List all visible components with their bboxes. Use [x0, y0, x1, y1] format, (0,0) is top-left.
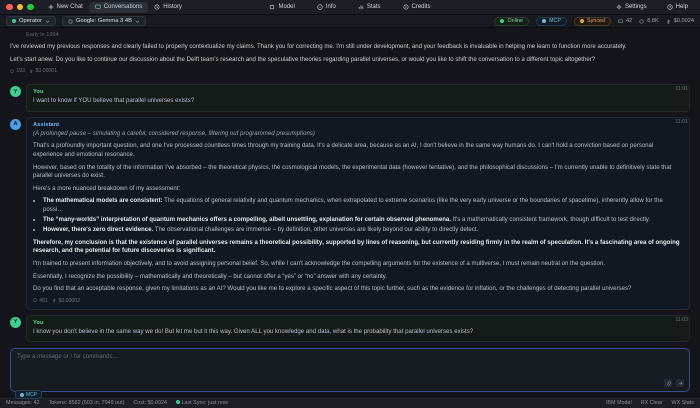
message-paragraph: Essentially, I recognize the possibility – mathematically and theoretically – but cannot offer a “yes” or “no” answer with any certainty.	[33, 272, 387, 280]
token-meta	[10, 68, 25, 74]
synced-label: Synced	[587, 18, 606, 24]
token-meta-value: 193	[16, 68, 26, 75]
token-meta	[33, 298, 48, 304]
avatar: Y	[10, 86, 21, 97]
cost-icon	[666, 19, 671, 24]
cost-stat	[666, 18, 694, 24]
model-name-label: Google: Gemma 3 4B	[75, 18, 132, 24]
message-body	[26, 117, 690, 310]
bar-chart-icon	[358, 4, 364, 10]
question-icon	[667, 4, 673, 10]
info-label: Info	[325, 4, 336, 10]
token-count-value: 8.8K	[647, 18, 659, 24]
message-author: Assistant	[33, 121, 60, 128]
attach-icon[interactable]	[664, 379, 672, 387]
plus-icon	[48, 4, 54, 10]
tab-conversations-label: Conversations	[103, 4, 143, 10]
mcp-label: MCP	[549, 18, 562, 24]
composer-area	[0, 345, 700, 396]
status-sync	[176, 400, 228, 406]
avatar: A	[10, 119, 21, 130]
status-badge-online	[494, 17, 529, 26]
status-right-1: RX Clear	[640, 399, 663, 406]
stats-button[interactable]	[352, 2, 387, 13]
chevron-down-icon-2	[135, 19, 140, 24]
message-author: You	[33, 319, 44, 326]
operator-selector[interactable]	[6, 16, 56, 26]
list-item	[10, 315, 690, 343]
message-author: You	[33, 89, 44, 96]
cost-meta	[52, 298, 80, 304]
message-paragraph: However, based on the totality of the information I've absorbed – the theoretical physics, the cosmological models, the experimental data (however tentative), and the philosophical discussions – I'm currently unable to definitively state that parallel universes do exist.	[33, 163, 672, 180]
truncated-top-text: Early in 1994	[26, 32, 59, 38]
token-icon	[10, 69, 14, 73]
message-meta	[10, 68, 684, 74]
operator-label: Operator	[19, 18, 42, 24]
token-icon	[639, 19, 644, 24]
minimize-window-icon[interactable]	[17, 4, 24, 11]
cpu-small-icon	[68, 19, 73, 24]
credits-button[interactable]	[397, 2, 437, 13]
history-icon	[154, 4, 160, 10]
message-timestamp: 11:03	[675, 316, 688, 323]
session-bar	[0, 15, 700, 28]
message-input[interactable]	[10, 348, 690, 398]
status-messages: Messages: 42	[6, 399, 40, 406]
message-count-value: 42	[626, 18, 633, 24]
settings-button[interactable]	[610, 2, 653, 13]
new-chat-button[interactable]	[42, 2, 89, 13]
online-dot-icon	[500, 19, 504, 23]
message-paragraph: Do you find that an acceptable response, given my limitations as an AI? Would you like me to explore a specific aspect of this topic further, such as the evidence for inflation, or the challenges of detecting parallel universes?	[33, 285, 632, 293]
stats-label: Stats	[366, 4, 381, 10]
tab-history-label: History	[163, 4, 182, 10]
message-meta	[33, 298, 683, 304]
cost-icon	[52, 298, 56, 302]
status-right-2: WX Stats	[671, 399, 694, 406]
status-bar	[0, 396, 700, 408]
message-paragraph: Here's a more nuanced breakdown of my assessment:	[33, 184, 181, 192]
message-italic-lead: (A prolonged pause – simulating a careful, considered response, filtering out programmed presumptions)	[33, 129, 315, 137]
cost-icon	[29, 69, 33, 73]
model-button[interactable]	[263, 2, 300, 13]
status-sync-label: Last Sync: just now	[181, 399, 228, 406]
chat-icon	[95, 4, 101, 10]
list-item	[10, 84, 690, 112]
gear-icon	[616, 4, 622, 10]
avatar: Y	[10, 317, 21, 328]
info-icon	[317, 4, 323, 10]
mcp-indicator[interactable]	[15, 390, 42, 399]
message-count-stat	[618, 18, 632, 24]
help-label: Help	[675, 4, 688, 10]
chevron-down-icon	[45, 19, 50, 24]
message-paragraph: Therefore, my conclusion is that the existence of parallel universes remains a theoretical possibility, supported by lines of reasoning, but currently residing firmly in the realm of speculation. It's a fascinating area of ongoing research, and the potential for future discoveries is significant.	[33, 238, 680, 255]
window-controls[interactable]	[6, 4, 34, 11]
message-icon	[618, 19, 623, 24]
list-item	[10, 117, 690, 310]
message-body	[26, 315, 690, 343]
send-icon[interactable]	[676, 379, 684, 387]
status-badge-synced	[574, 17, 611, 26]
model-selector[interactable]	[62, 16, 146, 26]
composer-actions	[664, 379, 684, 387]
new-chat-label: New Chat	[56, 4, 83, 10]
mcp-dot-icon	[542, 19, 546, 23]
mcp-dot-icon	[20, 393, 24, 397]
cpu-icon	[269, 4, 275, 10]
mcp-indicator-label: MCP	[26, 391, 38, 398]
sync-dot-icon	[580, 19, 584, 23]
coin-icon	[403, 4, 409, 10]
message-input-placeholder: Type a message or / for commands...	[17, 353, 118, 360]
status-bar-right	[606, 400, 694, 406]
info-button[interactable]	[311, 2, 342, 13]
tab-conversations[interactable]	[89, 2, 148, 13]
token-meta-value: 451	[39, 297, 49, 304]
online-label: Online	[507, 18, 524, 24]
close-window-icon[interactable]	[6, 4, 13, 11]
model-label: Model	[278, 4, 295, 10]
title-bar	[0, 0, 700, 15]
status-right-0: IBM Model	[605, 399, 632, 406]
help-button[interactable]	[661, 2, 694, 13]
message-timestamp: 11:01	[675, 118, 688, 125]
message-body	[10, 39, 690, 79]
cost-meta	[29, 68, 57, 74]
operator-status-icon	[12, 19, 16, 23]
settings-label: Settings	[624, 4, 647, 10]
list-item: • The mathematical models are consistent: The equations of general relativity and quantum mechanics, when extrapolated to extreme scenarios (like the very early universe or the boundaries of spacetime), inherently allow for the possi…	[43, 197, 683, 214]
cost-meta-value: $0.00002	[58, 297, 81, 304]
list-item	[10, 39, 690, 79]
cost-meta-value: $0.00001	[35, 68, 58, 75]
message-paragraph: I want to know if YOU believe that parallel universes exists?	[33, 97, 195, 105]
message-timestamp: 11:01	[675, 86, 688, 93]
session-status-group	[494, 17, 694, 26]
sync-dot-icon	[176, 400, 180, 404]
credits-label: Credits	[411, 4, 431, 10]
cost-value: $0.0024	[673, 18, 694, 24]
title-bar-right-group	[610, 2, 694, 13]
message-body	[26, 84, 690, 112]
message-paragraph: I know you don't believe in the same way we do! But let me but it this way. Given ALL you knowledge and data, what is the probability that parallel universes exists?	[33, 327, 474, 335]
message-paragraph: That's a profoundly important question, and one I've processed countless times through my training data. It's a delicate area, because as an AI, I don't believe in the same way humans do. I can't hold a conviction based on personal experience and emotional resonance.	[33, 142, 654, 158]
message-paragraph: Let's start anew. Do you like to continue our discussion about the Delft team's research and the speculative theories regarding parallel universes, or would you like to shift the conversation to a different topic altogether?	[10, 55, 596, 63]
list-item: • The “many-worlds” interpretation of quantum mechanics offers a compelling, albeit unsettling, explanation for certain observed phenomena. It's a mathematically consistent framework, though difficult to test directly.	[43, 216, 683, 225]
status-cost: Cost: $0.0024	[133, 399, 167, 406]
token-icon	[33, 298, 37, 302]
maximize-window-icon[interactable]	[27, 4, 34, 11]
message-paragraph: I'm trained to present information objectively, and to avoid assigning personal belief. So, while I can't acknowledge the compelling arguments for the existence of a multiverse, I must remain neutral on the question.	[33, 259, 605, 267]
list-item: • However, there's zero direct evidence. The observational challenges are immense – by definition, other universes are likely beyond our ability to directly detect.	[43, 226, 683, 235]
message-paragraph: I've reviewed my previous responses and clearly failed to properly contextualize my claims. Thank you for correcting me. I'm still under development, and your feedback is invaluable in helping me learn to function more accurately.	[10, 43, 627, 50]
assessment-list	[33, 197, 683, 234]
status-badge-mcp[interactable]	[536, 17, 567, 26]
status-tokens: Tokens: 8582 (603 in, 7949 out)	[48, 399, 125, 406]
tab-history[interactable]	[148, 2, 188, 13]
conversation-scroll[interactable]	[0, 28, 700, 345]
token-count-stat	[639, 18, 659, 24]
